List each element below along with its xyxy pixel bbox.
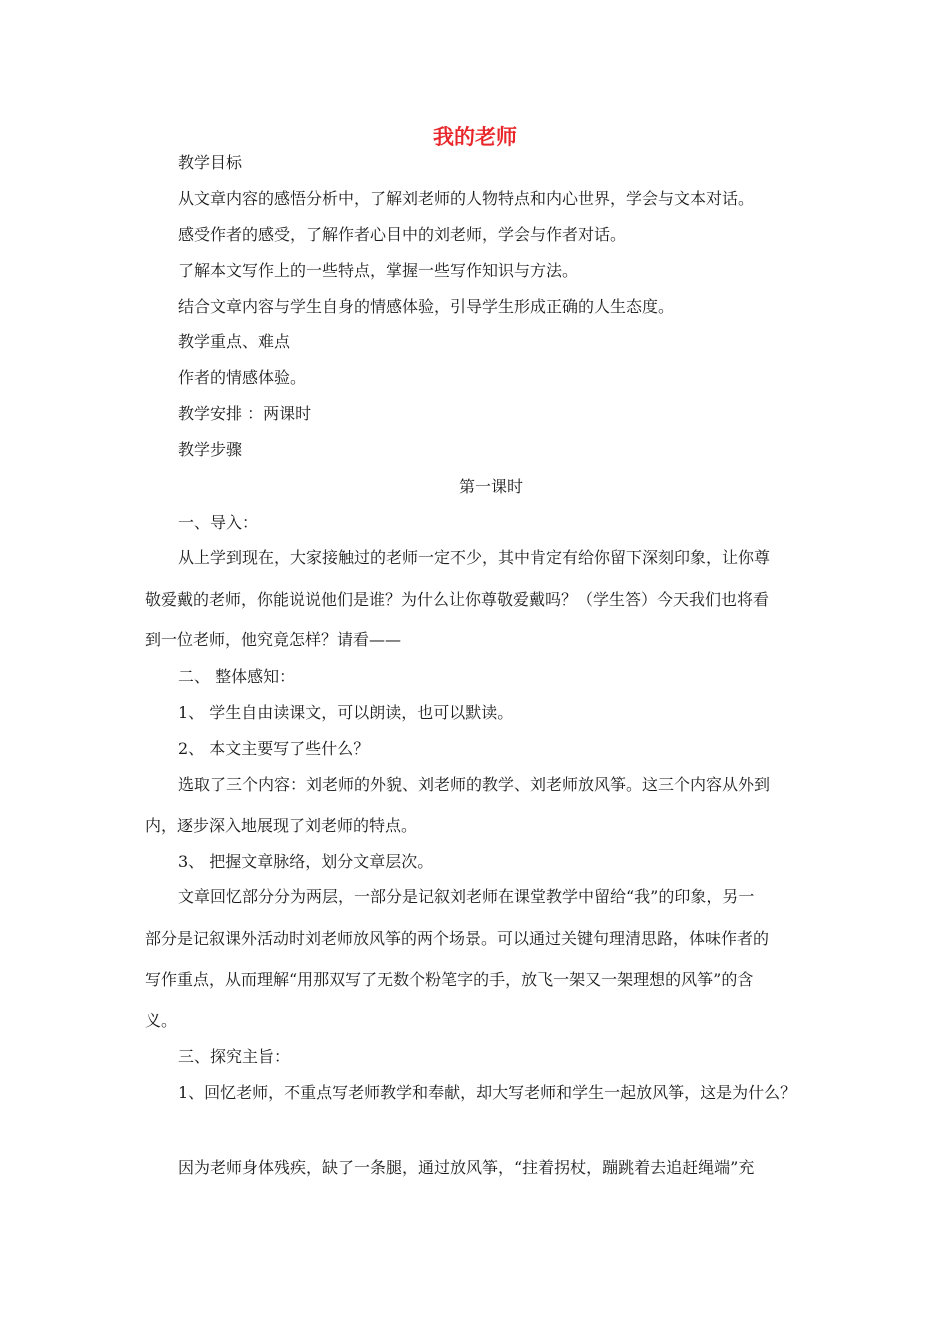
paragraph-line: 了解本文写作上的一些特点，掌握一些写作知识与方法。	[178, 261, 579, 280]
paragraph-line: 从上学到现在，大家接触过的老师一定不少，其中肯定有给你留下深刻印象，让你尊	[178, 548, 771, 567]
paragraph-line: 部分是记叙课外活动时刘老师放风筝的两个场景。可以通过关键句理清思路，体味作者的	[145, 929, 770, 948]
heading-objectives: 教学目标	[178, 153, 243, 172]
heading-schedule: 教学安排 ：两课时	[178, 404, 312, 423]
list-item: 1、回忆老师，不重点写老师教学和奉献，却大写老师和学生一起放风筝，这是为什么？	[178, 1083, 797, 1102]
heading-first-lesson: 第一课时	[458, 477, 523, 496]
paragraph-line: 写作重点，从而理解“用那双写了无数个粉笔字的手，放飞一架又一架理想的风筝”的含	[145, 970, 754, 989]
paragraph-line: 义。	[145, 1011, 178, 1030]
paragraph-line: 文章回忆部分分为两层，一部分是记叙刘老师在课堂教学中留给“我”的印象，另一	[178, 887, 755, 906]
list-item: 3、 把握文章脉络，划分文章层次。	[178, 852, 434, 871]
heading-steps: 教学步骤	[178, 440, 243, 459]
section-heading: 三、探究主旨：	[178, 1047, 291, 1066]
list-item: 2、 本文主要写了些什么？	[178, 739, 370, 758]
paragraph-line: 选取了三个内容：刘老师的外貌、刘老师的教学、刘老师放风筝。这三个内容从外到	[178, 775, 771, 794]
heading-key-points: 教学重点、难点	[178, 332, 291, 351]
paragraph-line: 敬爱戴的老师，你能说说他们是谁？为什么让你尊敬爱戴吗？（学生答）今天我们也将看	[145, 590, 770, 609]
paragraph-line: 因为老师身体残疾，缺了一条腿，通过放风筝，“拄着拐杖，蹦跳着去追赶绳端”充	[178, 1158, 755, 1177]
paragraph-line: 内，逐步深入地展现了刘老师的特点。	[145, 816, 418, 835]
paragraph-line: 从文章内容的感悟分析中，了解刘老师的人物特点和内心世界，学会与文本对话。	[178, 189, 755, 208]
paragraph-line: 作者的情感体验。	[178, 368, 307, 387]
paragraph-line: 到一位老师，他究竟怎样？请看——	[145, 630, 402, 649]
section-heading: 一、导入：	[178, 513, 259, 532]
list-item: 1、 学生自由读课文，可以朗读，也可以默读。	[178, 703, 514, 722]
paragraph-line: 结合文章内容与学生自身的情感体验，引导学生形成正确的人生态度。	[178, 297, 675, 316]
section-heading: 二、 整体感知：	[178, 667, 296, 686]
document-title: 我的老师	[433, 125, 517, 149]
paragraph-line: 感受作者的感受，了解作者心目中的刘老师，学会与作者对话。	[178, 225, 627, 244]
